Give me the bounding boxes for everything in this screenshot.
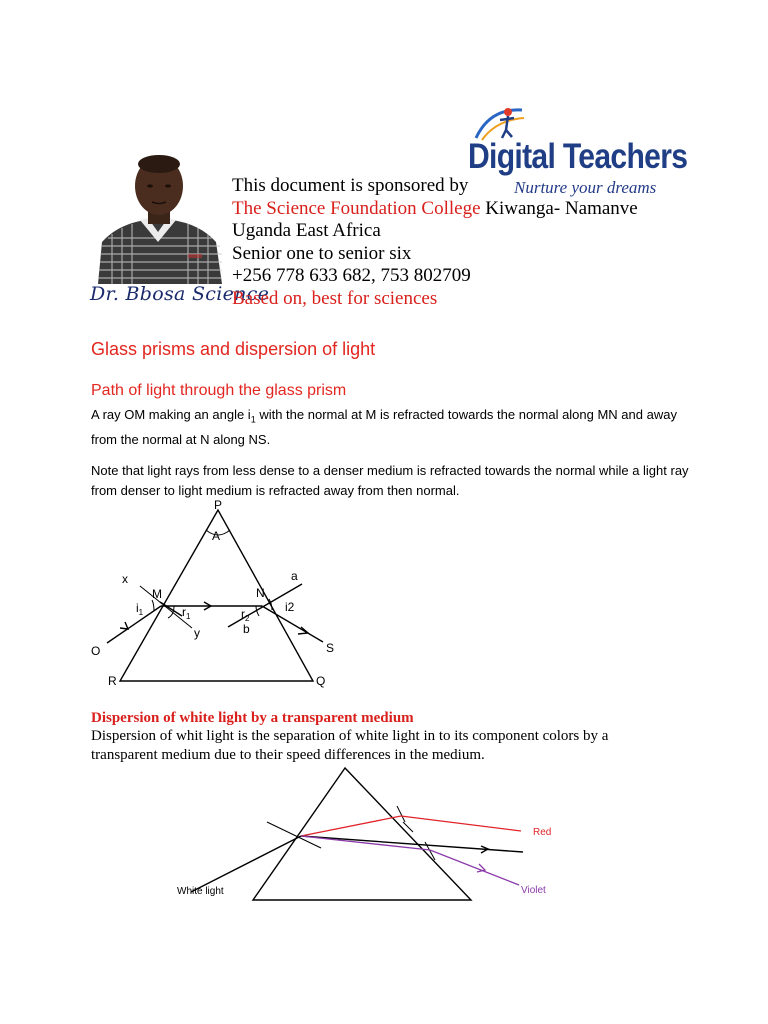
sponsor-slogan: Based on, best for sciences: [232, 287, 438, 309]
paragraph-text: with the normal at M is refracted towards the normal along MN and away from the normal at N along NS.: [91, 407, 677, 447]
label-R: R: [108, 674, 117, 688]
red-ray-inside: [301, 816, 401, 836]
label-N: N: [256, 586, 265, 600]
label-M: M: [152, 587, 162, 601]
sponsor-text: Senior one to senior six: [232, 242, 412, 264]
sponsor-line: [232, 265, 638, 288]
sponsor-line: [232, 175, 638, 198]
label-x: x: [122, 572, 128, 586]
label-O: O: [91, 644, 101, 658]
sponsor-line: [232, 220, 638, 243]
red-ray-outside: [401, 816, 521, 831]
label-r2: $r_2$: [241, 607, 250, 623]
label-a: a: [291, 569, 298, 583]
paragraph-text: A ray OM making an angle i: [91, 407, 251, 422]
section-heading-path: Path of light through the glass prism: [91, 382, 347, 399]
section-heading-dispersion: Dispersion of white light by a transparent medium: [91, 710, 414, 726]
label-P: P: [214, 498, 223, 512]
college-location: Kiwanga- Namanve: [480, 197, 638, 219]
prism-path-diagram: [80, 498, 360, 698]
dispersion-prism: [253, 768, 471, 900]
logo-title: Digital Teachers: [468, 137, 688, 176]
signature-text: Dr. Bbosa Science: [90, 283, 270, 305]
label-y: y: [194, 626, 200, 640]
violet-ray-outside: [430, 850, 519, 885]
page-title: Glass prisms and dispersion of light: [91, 339, 376, 359]
sponsor-text: Uganda East Africa: [232, 220, 381, 241]
label-i2: i2: [285, 600, 295, 614]
sponsor-text: This document is sponsored by: [232, 175, 469, 196]
label-Q: Q: [316, 674, 326, 688]
paragraph-note: Note that light rays from less dense to a denser medium is refracted towards the normal while a light ray from denser to light medium is refracted away from then normal.: [91, 463, 689, 498]
paragraph-dispersion: Dispersion of whit light is the separation of white light in to its component colors by a transparent medium due to their speed differences in the medium.: [91, 728, 609, 763]
sponsor-block: [232, 175, 638, 310]
paragraph-path: [91, 405, 691, 450]
label-b: b: [243, 622, 250, 636]
dispersion-diagram: [135, 760, 555, 905]
label-white-light: White light: [177, 886, 224, 897]
label-S: S: [326, 641, 335, 655]
label-red: Red: [533, 827, 552, 838]
label-A: A: [212, 529, 221, 543]
subscript: 1: [250, 414, 256, 425]
phone-numbers: +256 778 633 682, 753 802709: [232, 265, 471, 286]
sponsor-line: [232, 243, 638, 266]
label-i1: $i_1$: [136, 601, 144, 617]
college-name: The Science Foundation College: [232, 197, 481, 219]
label-r1: $r_1$: [182, 605, 191, 621]
logo-tagline: Nurture your dreams: [514, 178, 657, 197]
label-violet: Violet: [521, 885, 546, 896]
sponsor-line: [232, 288, 638, 311]
author-photo: [88, 150, 230, 284]
sponsor-line: [232, 198, 638, 221]
